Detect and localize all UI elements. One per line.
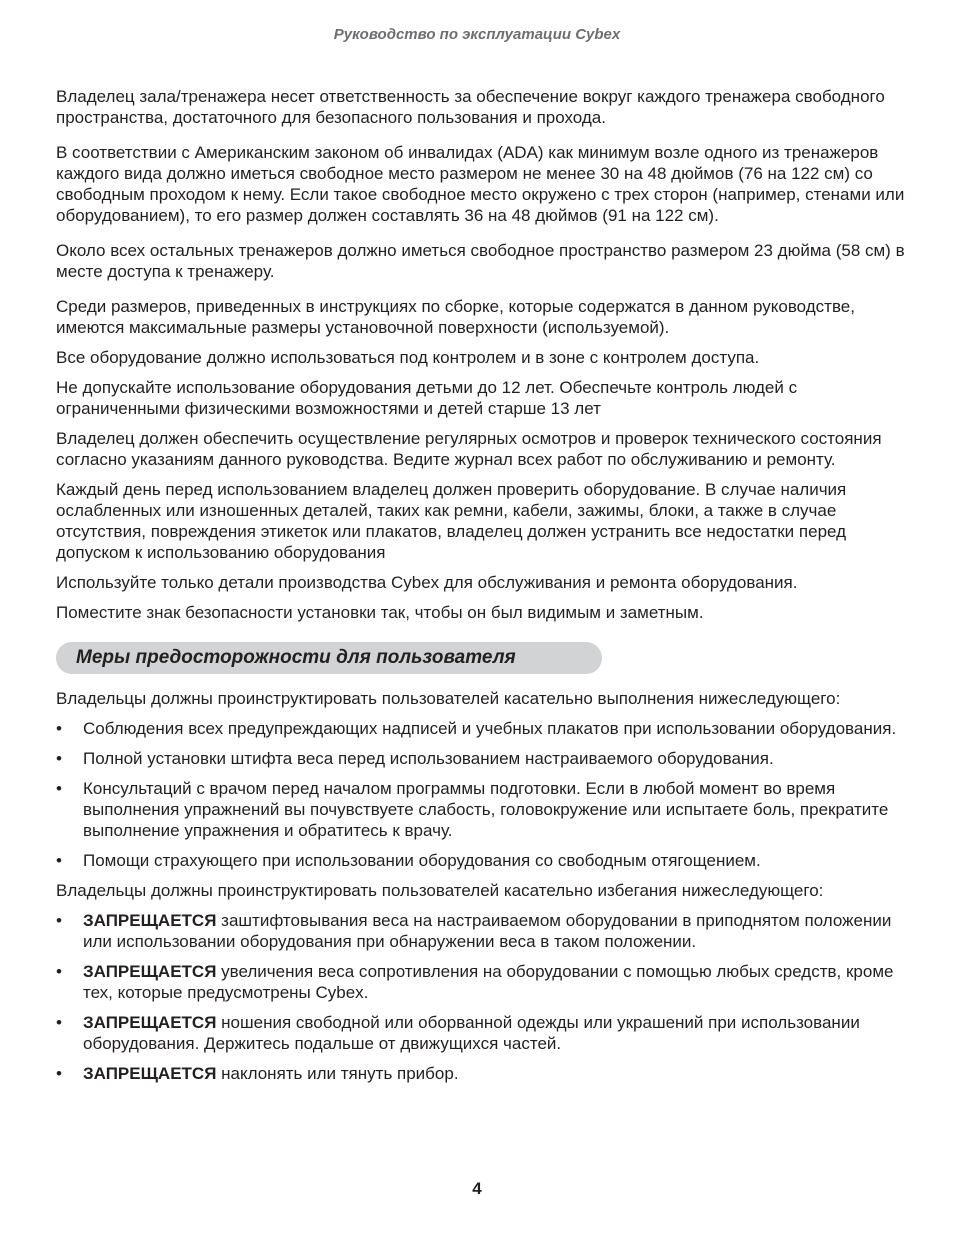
list-item: • ЗАПРЕЩАЕТСЯ ношения свободной или оборванной одежды или украшений при использовании оборудования. Держитесь подальше от движущихся частей.: [56, 1013, 860, 1053]
section-heading: Меры предосторожности для пользователя: [56, 642, 602, 674]
list-item: • Полной установки штифта веса перед использованием настраиваемого оборудования.: [56, 749, 774, 768]
prohibited-label: ЗАПРЕЩАЕТСЯ: [83, 911, 217, 930]
intro-do: Владельцы должны проинструктировать пользователей касательно выполнения нижеследующего:: [56, 689, 841, 708]
paragraph-cybex-parts: Используйте только детали производства Cybex для обслуживания и ремонта оборудования.: [56, 573, 798, 592]
bullet-icon: •: [56, 911, 62, 930]
paragraph-inspection: Владелец должен обеспечить осуществление регулярных осмотров и проверок технического состояния согласно указаниям данного руководства. Ведите журнал всех работ по обслуживанию и ремонту.: [56, 429, 882, 469]
bullet-icon: •: [56, 851, 62, 870]
bullet-icon: •: [56, 1013, 62, 1032]
list-item: • Консультаций с врачом перед началом программы подготовки. Если в любой момент во время выполнения упражнений вы почувствуете слабость, головокружение или испытаете боль, прекратите выполнение упражнения и обратитесь к врачу.: [56, 779, 889, 840]
paragraph-safety-sign: Поместите знак безопасности установки так, чтобы он был видимым и заметным.: [56, 603, 704, 622]
bullet-icon: •: [56, 779, 62, 798]
intro-avoid: Владельцы должны проинструктировать пользователей касательно избегания нижеследующего:: [56, 881, 824, 900]
document-body: [56, 86, 906, 1093]
page-number: 4: [472, 1179, 482, 1198]
paragraph-ada: В соответствии с Американским законом об инвалидах (ADA) как минимум возле одного из тренажеров каждого вида должно иметься свободное место размером не менее 30 на 48 дюймов (76 на 122 см) со свободным проходом к нему. Если такое свободное место окружено с трех сторон (например, стенами или оборудованием), то его размер должен составлять 36 на 48 дюймов (91 на 122 см).: [56, 143, 905, 225]
prohibited-label: ЗАПРЕЩАЕТСЯ: [83, 962, 217, 981]
list-item: • Помощи страхующего при использовании оборудования со свободным отягощением.: [56, 851, 761, 870]
do-list: [56, 718, 906, 871]
paragraph-dimensions: Среди размеров, приведенных в инструкциях по сборке, которые содержатся в данном руководстве, имеются максимальные размеры установочной поверхности (используемой).: [56, 297, 855, 337]
paragraph-daily-check: Каждый день перед использованием владелец должен проверить оборудование. В случае наличия ослабленных или изношенных деталей, таких как ремни, кабели, зажимы, блоки, а также в случае отсутствия, повреждения этикеток или плакатов, владелец должен устранить все недостатки перед допуском к использованию оборудования: [56, 480, 847, 562]
paragraph-clearance: Владелец зала/тренажера несет ответственность за обеспечение вокруг каждого тренажера свободного пространства, достаточного для безопасного пользования и прохода.: [56, 87, 885, 127]
paragraph-children: Не допускайте использование оборудования детьми до 12 лет. Обеспечьте контроль людей с ограниченными физическими возможностями и детей старше 13 лет: [56, 378, 798, 418]
prohibited-label: ЗАПРЕЩАЕТСЯ: [83, 1013, 217, 1032]
paragraph-supervision: Все оборудование должно использоваться под контролем и в зоне с контролем доступа.: [56, 348, 760, 367]
prohibited-label: ЗАПРЕЩАЕТСЯ: [83, 1064, 217, 1083]
list-item: • ЗАПРЕЩАЕТСЯ увеличения веса сопротивления на оборудовании с помощью любых средств, кроме тех, которые предусмотрены Cybex.: [56, 962, 894, 1002]
list-item: • ЗАПРЕЩАЕТСЯ заштифтовывания веса на настраиваемом оборудовании в приподнятом положении или использовании оборудования при обнаружении веса в таком положении.: [56, 911, 892, 951]
bullet-icon: •: [56, 749, 62, 768]
bullet-icon: •: [56, 719, 62, 738]
paragraph-other-clearance: Около всех остальных тренажеров должно иметься свободное пространство размером 23 дюйма (58 см) в месте доступа к тренажеру.: [56, 241, 905, 281]
page-header: Руководство по эксплуатации Cybex: [333, 26, 621, 43]
list-item: • ЗАПРЕЩАЕТСЯ наклонять или тянуть прибор.: [56, 1064, 459, 1083]
bullet-icon: •: [56, 1064, 62, 1083]
list-item: • Соблюдения всех предупреждающих надписей и учебных плакатов при использовании оборудования.: [56, 719, 897, 738]
bullet-icon: •: [56, 962, 62, 981]
avoid-list: [56, 910, 906, 1084]
